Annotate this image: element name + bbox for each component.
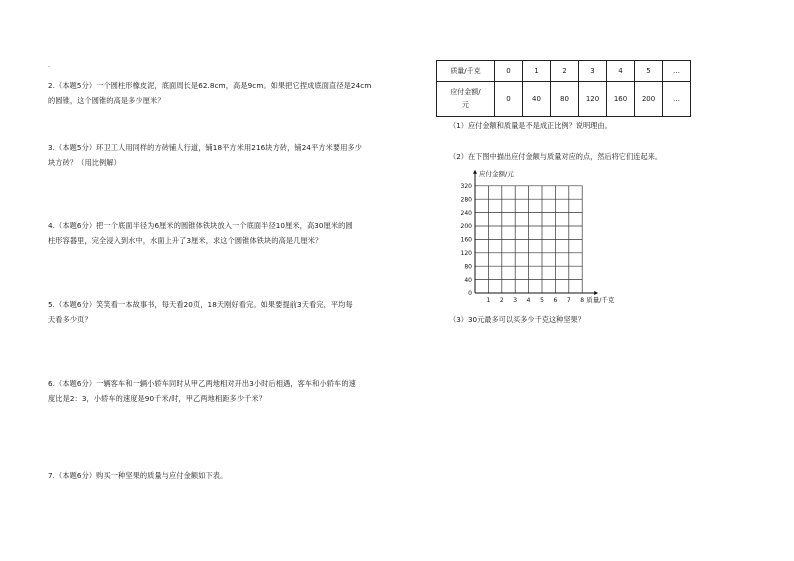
table-cell: 2 [551,61,579,82]
y-axis-arrow-icon [473,170,477,174]
question-line: 3.（本题5分）环卫工人用同样的方砖铺人行道，铺18平方米用216块方砖，铺24平方米要用多少 [48,143,363,152]
table-cell: 40 [523,82,551,117]
x-tick-label: 8 [580,297,585,304]
table-cell: 1 [523,61,551,82]
question-line: 块方砖？（用比例解） [48,158,121,167]
x-tick-label: 5 [540,297,544,304]
x-tick-label: 7 [566,297,571,304]
y-tick-label: 80 [464,263,472,271]
x-tick-label: 2 [499,297,504,304]
question-line: 的圆锥，这个圆锥的高是多少厘米？ [48,96,165,105]
table-cell: 0 [495,82,523,117]
table-cell: 4 [607,61,635,82]
table-header-amount-a: 应付金额/ [450,88,481,96]
x-axis-arrow-icon [594,291,598,295]
question-line: 6.（本题6分）一辆客车和一辆小轿车同时从甲乙两地相对开出3小时后相遇，客车和小轿车的速 [48,379,356,388]
question-line: 2.（本题5分）一个圆柱形橡皮泥，底面周长是62.8cm，高是9cm。如果把它捏成底面直径是24cm [48,81,372,90]
y-axis-label: 应付金额/元 [479,169,514,178]
table-cell: 80 [551,82,579,117]
x-tick-label: 4 [526,297,531,304]
sub-question-2: （2）在下图中描出应付金额与质量对应的点，然后将它们连起来。 [449,152,663,161]
y-tick-label: 200 [460,223,472,231]
question-line: 5.（本题6分）笑笑看一本故事书，每天看20页，18天刚好看完。如果要提前3天看完，平均每 [48,300,353,309]
x-tick-label: 3 [513,297,518,304]
table-header-mass: 质量/千克 [437,61,495,82]
question-line: 4.（本题6分）把一个底面半径为6厘米的圆锥体铁块放入一个底面半径10厘米，高30厘米的圆 [48,221,353,230]
question-line: 7.（本题6分）购买一种坚果的质量与应付金额如下表。 [48,471,228,480]
x-tick-label: 1 [486,297,491,304]
table-cell: 160 [607,82,635,117]
table-cell: 120 [579,82,607,117]
table-cell: 0 [495,61,523,82]
sub-question-1: （1）应付金额和质量是不是成正比例？说明理由。 [449,121,612,130]
question-line: 柱形容器里，完全浸入到水中，水面上升了3厘米，求这个圆锥体铁块的高是几厘米？ [48,236,323,245]
y-tick-label: 280 [460,196,472,204]
y-tick-label: 160 [460,236,472,244]
table-cell: 200 [635,82,663,117]
table-cell: 3 [579,61,607,82]
y-tick-label: 120 [460,250,472,257]
x-tick-label: 6 [553,297,558,304]
y-tick-label: 240 [460,209,472,217]
y-tick-label: 0 [468,290,472,298]
y-tick-label: 40 [464,276,472,284]
table-cell: 5 [635,61,663,82]
x-axis-label: 质量/千克 [586,296,615,304]
y-tick-label: 320 [460,183,472,190]
page-dot: . [48,62,50,69]
question-line: 天看多少页？ [48,315,92,324]
question-line: 度比是2：3，小轿车的速度是90千米/时，甲乙两地相距多少千米？ [48,394,266,403]
table-cell: … [663,61,691,82]
table-cell: … [663,82,691,117]
sub-question-3: （3）30元最多可以买多少千克这种坚果？ [449,315,585,324]
table-header-amount-b: 元 [462,101,469,109]
